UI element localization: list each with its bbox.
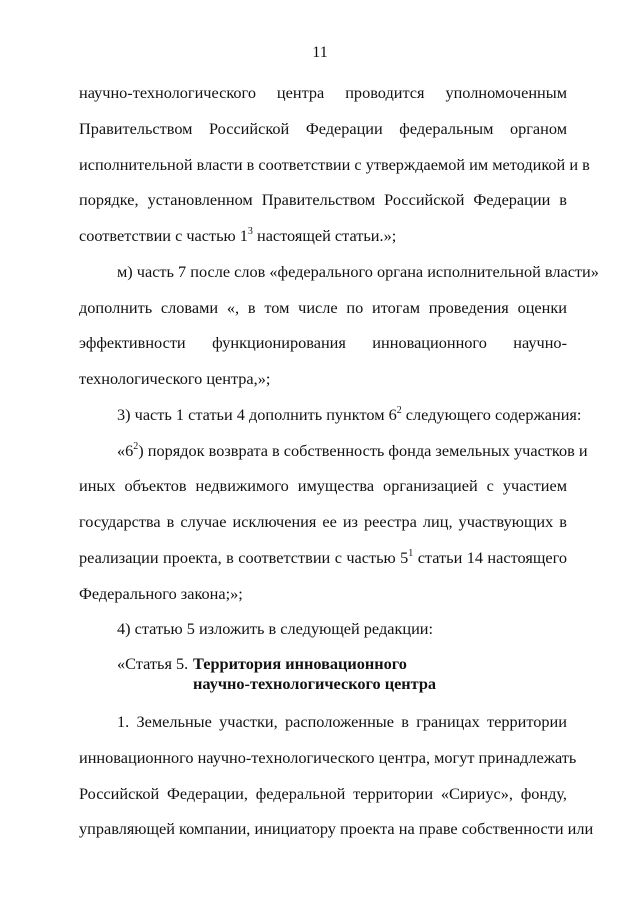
page-number: 11 <box>312 44 328 61</box>
text-line: «$6^2$) порядок возврата в собственность фонда земельных участков и <box>117 440 588 460</box>
text-line: соответствии с частью $1^3$ настоящей статьи.»; <box>79 225 397 245</box>
text-line: технологического центра,»; <box>79 369 271 388</box>
text-line: 1. Земельные участки, расположенные в границах территории <box>117 712 567 731</box>
text-line: реализации проекта, в соответствии с частью $5^1$ статьи 14 настоящего <box>79 547 567 567</box>
text-line: м) часть 7 после слов «федерального органа исполнительной власти» <box>117 262 599 281</box>
text-line: государства в случае исключения ее из реестра лиц, участвующих в <box>79 512 567 531</box>
article-label: «Статья 5. <box>117 654 189 673</box>
text-line: 4) статью 5 изложить в следующей редакции: <box>117 619 434 638</box>
text-line: исполнительной власти в соответствии с утверждаемой им методикой и в <box>79 155 590 174</box>
text-line: дополнить словами «, в том числе по итогам проведения оценки <box>79 298 567 317</box>
text-line: Федерального закона;»; <box>79 584 243 603</box>
article-title: научно-технологического центра <box>193 674 437 693</box>
text-line: инновационного научно-технологического центра, могут принадлежать <box>79 748 577 767</box>
text-line: Правительством Российской Федерации федеральным органом <box>79 119 567 138</box>
text-line: научно-технологического центра проводится уполномоченным <box>79 83 567 102</box>
text-line: эффективности функционирования инновационного научно- <box>79 333 567 352</box>
text-line: порядке, установленном Правительством Российской Федерации в <box>79 190 567 209</box>
article-title: Территория инновационного <box>193 654 407 673</box>
text-line: Российской Федерации, федеральной территории «Сириус», фонду, <box>79 784 567 803</box>
text-line: управляющей компании, инициатору проекта на праве собственности или <box>79 819 594 838</box>
text-line: иных объектов недвижимого имущества организацией с участием <box>79 476 567 495</box>
text-line: 3) часть 1 статьи 4 дополнить пунктом $6^2$ следующего содержания: <box>117 404 582 424</box>
